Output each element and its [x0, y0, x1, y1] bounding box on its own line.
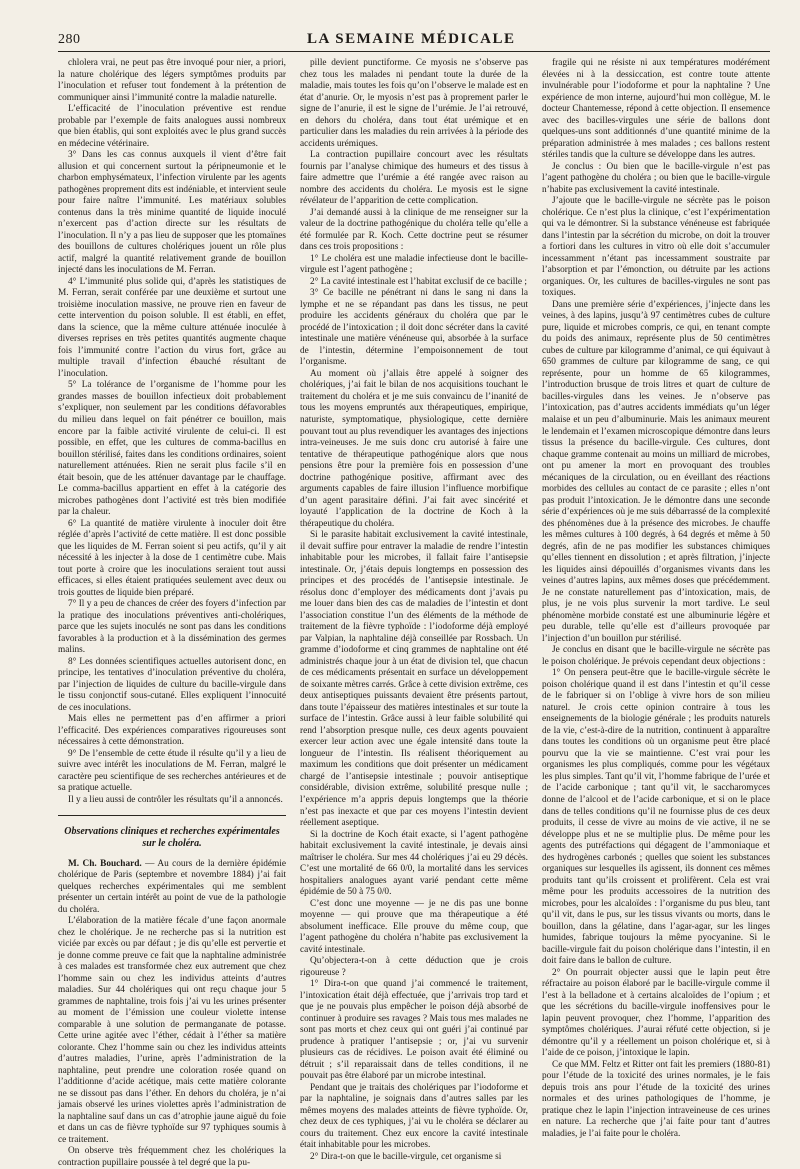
paragraph: Je conclus : Ou bien que le bacille-virgule n’est pas l’agent pathogène du choléra ; ou bien que le bacille-virgule n’habite pas exclusivement la cavité intestinale.	[542, 161, 770, 195]
header-rule	[58, 51, 770, 52]
column-1-paragraphs	[58, 58, 286, 807]
column-1	[58, 58, 286, 1168]
paragraph: 7° Il y a peu de chances de créer des foyers d’infection par la pratique des inoculations préventives anti-cholériques, parce que les sujets inoculés ne sont pas dans les conditions favorables à la production et à la dissémination des germes malins.	[58, 599, 286, 656]
paragraph: C’est donc une moyenne — je ne dis pas une bonne moyenne — qui prouve que ma thérapeutique a été absolument inefficace. Elle prouve du même coup, que l’agent pathogène du choléra n’habite pas exclusivement la cavité intestinale.	[300, 898, 528, 955]
paragraph: Au moment où j’allais être appelé à soigner des cholériques, j’ai fait le bilan de nos acquisitions touchant le traitement du choléra et je me suis convaincu de l’inanité de tous les moyens empruntés aux thérapeutiques, empirique, naturiste, symptomatique, physiologique, cette dernière pouvant tout au plus revendiquer les avantages des injections intra-veineuses. Je me suis donc cru autorisé à faire une tentative de thérapeutique pathogénique alors que nous pensions être pour la première fois en possession d’une doctrine pathogénique positive, affirmant avec des arguments capables de faire illusion l’influence morbifique d’un agent parasitaire défini. J’ai fait avec sincérité et loyauté l’application de la doctrine de Koch à la thérapeutique du choléra.	[300, 368, 528, 529]
paragraph: 8° Les données scientifiques actuelles autorisent donc, en principe, les tentatives d’inoculation préventive du choléra, par l’injection de liquides de culture du bacille-virgule dans le tissu conjonctif sous-cutané. Elles expliquent l’innocuité de ces inoculations.	[58, 656, 286, 713]
author-paragraph	[58, 859, 286, 917]
paragraph: 1° Dira-t-on que quand j’ai commencé le traitement, l’intoxication était déjà effectuée, que j’arrivais trop tard et que je ne pouvais plus empêcher le poison déjà absorbé de continuer à produire ses ravages ? Mais tous mes malades ne sont pas morts et chez ceux qui ont guéri j’ai continué par prudence à pratiquer l’antisepsie ; or, j’ai vu survenir plusieurs cas de récidives. Le poison avait été éliminé ou détruit ; s’il reparaissait dans de telles conditions, il ne pouvait pas être élaboré par un microbe intestinal.	[300, 979, 528, 1082]
paragraph: 6° La quantité de matière virulente à inoculer doit être réglée d’après l’activité de cette matière. Il est donc possible que les liquides de M. Ferran soient si peu actifs, qu’il y ait nécessité à les injecter à la dose de 1 centimètre cube. Mais tout porte à croire que les inoculations seraient tout aussi efficaces, si elles étaient pratiquées seulement avec deux ou trois gouttes de liquide bien préparé.	[58, 518, 286, 598]
paragraph: 2° Dira-t-on que le bacille-virgule, cet organisme si	[310, 1151, 502, 1162]
paragraph: 9° De l’ensemble de cette étude il résulte qu’il y a lieu de suivre avec intérêt les inoculations de M. Ferran, malgré le caractère peu scientifique de ses recherches antérieures et de sa pratique actuelle.	[58, 748, 286, 794]
column-2-paragraphs	[300, 58, 528, 1164]
page-header	[58, 28, 770, 48]
paragraph: Ce que MM. Feltz et Ritter ont fait les premiers (1880-81) pour l’étude de la toxicité des urines normales, je le fais depuis trois ans pour l’étude de la toxicité des urines normales et des urines pathologiques de l’homme, je pratique chez le lapin l’injection intraveineuse de ces urines en nature. La recherche que j’ai faite pour tant d’autres maladies, je l’ai faite pour le choléra.	[542, 1059, 770, 1139]
column-1-paragraphs-after	[58, 916, 286, 1169]
text-columns	[58, 58, 770, 1168]
paragraph: Si la doctrine de Koch était exacte, si l’agent pathogène habitait exclusivement la cavité intestinale, je devais ainsi maîtriser le choléra. Sur mes 44 cholériques j’ai eu 29 décès. C’est une mortalité de 66 0/0, la mortalité dans les services hospitaliers analogues ayant varié pendant cette même épidémie de 50 à 75 0/0.	[300, 829, 528, 898]
paragraph: 4° L’immunité plus solide qui, d’après les statistiques de M. Ferran, serait conférée par une deuxième et surtout une troisième inoculation massive, ne prouve rien en faveur de cette intervention du poison soluble. Il est établi, en effet, dans la science, que la même culture atténuée inoculée à diverses reprises en très petites quantités augmente chaque fois l’immunité contre l’action du virus fort, grâce au multiple travail d’infection ébauché résultant de l’inoculation.	[58, 276, 286, 379]
paragraph: L’élaboration de la matière fécale d’une façon anormale chez le cholérique. Je ne recherche pas si la nutrition est viciée par excès ou par défaut ; je dis qu’elle est pervertie et je donne comme preuve ce fait que la naphtaline administrée à ces malades est transformée chez eux autrement que chez l’homme sain ou chez les individus atteints d’autres maladies. Sur 44 cholériques qui ont reçu chaque jour 5 grammes de naphtaline, trois fois j’ai vu les urines présenter au moment de l’émission une couleur violette intense comparable à une solution de permanganate de potasse. Cette urine agitée avec l’éther, cédait à l’éther sa matière colorante. Chez l’homme sain ou chez les individus atteints d’autres maladies, l’urine, après l’administration de la naphtaline, peut prendre une coloration rosée quand on l’additionne d’acide acétique, mais cette matière colorante ne se dissout pas dans l’éther. En dehors du choléra, je n’ai jamais observé les urines violettes après l’administration de la naphtaline sauf dans un cas d’atrophie jaune aiguë du foie et dans un cas de fièvre typhoïde sur 97 typhiques soumis à ce traitement.	[58, 916, 286, 1145]
paragraph: 3° Dans les cas connus auxquels il vient d’être fait allusion et qui concernent surtout la péripneumonie et le charbon emphysémateux, l’infection virulente par les agents pathogènes proprement dits est indéniable, et intervient seule pour faire naître l’immunité. Les matériaux solubles contenus dans la très minime quantité de liquide inoculé n’exercent pas d’action directe sur les résultats de l’inoculation. Il n’y a pas lieu de supposer que les ptomaïnes des bouillons de cultures cholériques jouent un rôle plus actif, malgré la quantité relativement grande de bouillon injecté dans les inoculations de M. Ferran.	[58, 150, 286, 276]
paragraph: On observe très fréquemment chez les cholériques la contraction pupillaire poussée à tel degré que la pu-	[58, 1146, 286, 1168]
column-3	[542, 58, 770, 1139]
paragraph: J’ajoute que le bacille-virgule ne sécrète pas le poison cholérique. Ce n’est plus la clinique, c’est l’expérimentation qui va le démontrer. Si la substance vénéneuse est fabriquée dans l’intestin par la sécrétion du microbe, on doit la trouver a fortiori dans les cultures in vitro où elle doit s’accumuler incessamment n’étant pas incessamment soustraite par l’absorption et par l’émonction, ou détruite par les actions organiques. Or, les cultures de bacilles-virgules ne sont pas toxiques.	[542, 196, 770, 299]
paragraph: 3° Ce bacille ne pénétrant ni dans le sang ni dans la lymphe et ne se répandant pas dans les tissus, ne peut produire les accidents généraux du choléra que par le procédé de l’intoxication ; il doit donc sécréter dans la cavité intestinale une matière vénéneuse qui, absorbée à la surface de l’intestin, détermine l’empoisonnement de tout l’organisme.	[300, 288, 528, 368]
page-number: 280	[58, 32, 81, 47]
section-title: Observations cliniques et recherches expérimentales sur le choléra.	[64, 825, 280, 850]
paragraph: pille devient punctiforme. Ce myosis ne s’observe pas chez tous les malades ni pendant toute la durée de la maladie, mais toutes les fois qu’on l’observe le malade est en état d’anurie. Or, le myosis n’est pas à proprement parler le signe de l’anurie, il est le signe de l’urémie. Je l’ai retrouvé, en dehors du choléra, dans tout état urémique et en particulier dans les maladies du rein arrivées à la période des accidents urémiques.	[300, 58, 528, 149]
paragraph: 5° La tolérance de l’organisme de l’homme pour les grandes masses de bouillon infectieux doit probablement s’expliquer, non seulement par les conditions défavorables du milieu dans lequel on fait pénétrer ce bouillon, mais encore par la faible activité virulente de celui-ci. Il est possible, en effet, que les cultures de comma-bacillus en bouillon stérilisé, faites dans les conditions ordinaires, soient naturellement atténuées. Rien ne serait plus facile s’il en était besoin, que de les atténuer davantage par le chauffage. Le comma-bacillus appartient en effet à la catégorie des microbes pathogènes dont l’activité est très bien modifiée par la chaleur.	[58, 380, 286, 518]
paragraph: chlolera vrai, ne peut pas être invoqué pour nier, a priori, la nature cholérique des légers symptômes produits par l’inoculation et refuser tout fondement à la prétention de communiquer ainsi l’immunité contre la maladie naturelle.	[58, 58, 286, 103]
paragraph: L’efficacité de l’inoculation préventive est rendue probable par l’exemple de faits analogues aussi nombreux que bien établis, qui sont exploités avec le plus grand succès en médecine vétérinaire.	[58, 104, 286, 149]
paragraph: Mais elles ne permettent pas d’en affirmer a priori l’efficacité. Des expériences comparatives rigoureuses sont nécessaires à cette démonstration.	[58, 714, 286, 748]
author-paragraph-text: — Au cours de la dernière épidémie cholérique de Paris (septembre et novembre 1884) j’ai fait quelques recherches expérimentales qui me semblent présenter un certain intérêt au point de vue de la pathologie du choléra.	[58, 858, 286, 915]
paragraph: 1° On pensera peut-être que le bacille-virgule sécrète le poison cholérique quand il est dans l’intestin et qu’il cesse de le fabriquer si on l’oblige à vivre hors de son milieu naturel. Je crois cette opinion contraire à tous les enseignements de la biologie générale ; les produits naturels de la vie, c’est-à-dire de la nutrition, continuent à apparaître dans toutes les conditions où un organisme peut être placé pourvu que la vie se maintienne. C’est vrai pour les organismes les plus compliqués, comme pour les végétaux les plus simples. Tant qu’il vit, l’homme fabrique de l’urée et de l’acide carbonique ; tant qu’il vit, le saccharomyces donne de l’alcool et de l’acide carbonique, et si on le place dans de telles conditions qu’il ne fournisse plus de ces deux produits, il cesse de vivre au moins de vie active, il ne se développe plus et ne se multiplie plus. De même pour les agents des putréfactions qui dégagent de l’ammoniaque et des hydrogènes carbonés ; quelles que soient les substances organiques sur lesquelles ils agissent, ils donnent ces mêmes produits tant qu’ils croissent et prolifèrent. Cela est vrai même pour les produits accessoires de la nutrition des microbes, pour les alcaloïdes : l’organisme du pus bleu, tant qu’il vit, dans le pus, sur les tissus vivants ou morts, dans le bouillon, dans la gélatine, dans l’agar-agar, sur les linges humides, fabrique toujours la même pyocyanine. Si le bacille-virgule fait du poison cholérique dans l’intestin, il en doit faire dans le ballon de culture.	[542, 668, 770, 967]
paragraph: 1° Le choléra est une maladie infectieuse dont le bacille-virgule est l’agent pathogène ;	[300, 253, 528, 276]
paragraph: Il y a lieu aussi de contrôler les résultats qu’il a annoncés.	[68, 795, 283, 805]
paragraph: Qu’objectera-t-on à cette déduction que je crois rigoureuse ?	[300, 956, 528, 978]
paragraph: La contraction pupillaire concourt avec les résultats fournis par l’analyse chimique des humeurs et des tissus à faire admettre que l’urémie a été rangée avec raison au nombre des accidents du choléra. Le myosis est le signe révélateur de l’apparition de cette complication.	[300, 150, 528, 207]
paragraph: 2° On pourrait objecter aussi que le lapin peut être réfractaire au poison élaboré par le bacille-virgule comme il l’est à la belladone et à certains alcaloïdes de l’opium ; et que les sécrétions du bacille-virgule inoffensives pour le lapin peuvent provoquer, chez l’homme, l’apparition des symptômes cholériques. J’aurai réfuté cette objection, si je démontre qu’il y a réellement un poison cholérique et, si à l’aide de ce poison, j’intoxique le lapin.	[542, 967, 770, 1059]
paragraph: Dans une première série d’expériences, j’injecte dans les veines, à des lapins, jusqu’à 97 centimètres cubes de culture pure, liquide et microbes compris, ce qui, en tenant compte du poids des animaux, représente plus de 50 centimètres cubes de culture par kilogramme d’animal, ce qui équivaut à 650 grammes de culture par kilogramme de sang, ce qui représente, pour un homme de 65 kilogrammes, l’introduction brusque de trois litres et quart de culture de bacilles-virgules dans les veines. Je n’observe pas l’intoxication, pas d’autres accidents immédiats qu’un léger malaise et un peu d’albuminurie. Mais les animaux meurent le lendemain et l’examen microscopique démontre dans leurs tissus la présence du bacille-virgule. Ces cultures, dont chaque gramme contenait au moins un milliard de microbes, ont pu amener la mort en provoquant des troubles mécaniques de la circulation, ou en éveillant des réactions morbides des cellules au contact de ce parasite ; elles n’ont pas produit l’intoxication. Je le démontre dans une seconde série d’expériences où je me suis débarrassé de la complexité des phénomènes due à la présence des microbes. Je chauffe les mêmes cultures à 100 degrés, à 64 degrés et même à 50 degrés, afin de ne pas modifier les substances chimiques qu’elles tiennent en dissolution ; et après filtration, j’injecte les liquides ainsi dépouillés d’organismes vivants dans les veines d’autres lapins, aux mêmes doses que précédemment. Je ne constate naturellement pas d’intoxication, mais, de plus, je ne vois plus survenir la mort tardive. Le seul phénomène morbide constaté est une albuminurie légère et peu durable, telle qu’elle est d’ailleurs provoquée par l’injection d’un bouillon pur stérilisé.	[542, 299, 770, 644]
paragraph: J’ai demandé aussi à la clinique de me renseigner sur la valeur de la doctrine pathogénique du choléra telle qu’elle a été formulée par R. Koch. Cette doctrine peut se résumer dans ces trois propositions :	[300, 207, 528, 253]
paragraph: Pendant que je traitais des cholériques par l’iodoforme et par la naphtaline, je soignais dans d’autres salles par les mêmes moyens des malades atteints de fièvre typhoïde. Or, chez deux de ces typhiques, j’ai vu le choléra se déclarer au cours du traitement. Chez eux encore la cavité intestinale était inhabitable pour les microbes.	[300, 1082, 528, 1151]
column-3-paragraphs	[542, 58, 770, 1140]
paragraph: Je conclus en disant que le bacille-virgule ne sécrète pas le poison cholérique. Je prévois cependant deux objections :	[542, 645, 770, 667]
journal-title: LA SEMAINE MÉDICALE	[306, 31, 516, 47]
paragraph: 2° La cavité intestinale est l’habitat exclusif de ce bacille ;	[310, 276, 527, 287]
author-name: M. Ch. Bouchard.	[68, 858, 142, 869]
paragraph: fragile qui ne résiste ni aux températures modérément élevées ni à la dessiccation, est contre toute attente invulnérable pour l’iodoforme et pour la naphtaline ? Une expérience de mon interne, aujourd’hui mon collègue, M. le docteur Chantemesse, répond à cette objection. Il ensemence avec des bacilles-virgules une série de ballons dont quelques-uns sont additionnés d’une quantité minime de la préparation administrée à mes malades ; ces ballons restent stériles tandis que la culture se développe dans les autres.	[542, 58, 770, 161]
section-rule	[58, 815, 286, 816]
column-2	[300, 58, 528, 1162]
paragraph: Si le parasite habitait exclusivement la cavité intestinale, il devait suffire pour entraver la maladie de rendre l’intestin inhabitable pour les microbes, il fallait faire l’antisepsie intestinale. Or, j’étais depuis longtemps en possession des principes et des procédés de l’antisepsie intestinale. Je résolus donc d’employer des médicaments dont j’avais pu me louer dans bien des cas de maladies de l’intestin et dont l’association constitue l’un des éléments de la méthode de traitement de la fièvre typhoïde : l’iodoforme déjà employé par Valpian, la naphtaline déjà conseillée par Rossbach. Un gramme d’iodoforme et cinq grammes de naphtaline ont été administrés chaque jour à un état de division tel, que chacun de ces médicaments présentait en surface un développement de soixante mètres carrés. Grâce à cette division extrême, ces deux antiseptiques puissants devaient être présents partout, dans toute l’épaisseur des matières intestinales et sur toute la surface de l’intestin. Grâce aussi à leur faible solubilité qui rend l’absorption presque nulle, ces deux agents pouvaient exercer leur action avec une égale intensité dans toute la longueur de l’intestin. Ils réalisent théoriquement au maximum les conditions que doit présenter un médicament chargé de l’antisepsie intestinale ; pouvoir antiseptique considérable, division extrême, solubilité presque nulle ; l’expérience m’a appris depuis longtemps que la théorie n’est pas inexacte et que par ces moyens l’intestin devient réellement aseptique.	[300, 530, 528, 829]
